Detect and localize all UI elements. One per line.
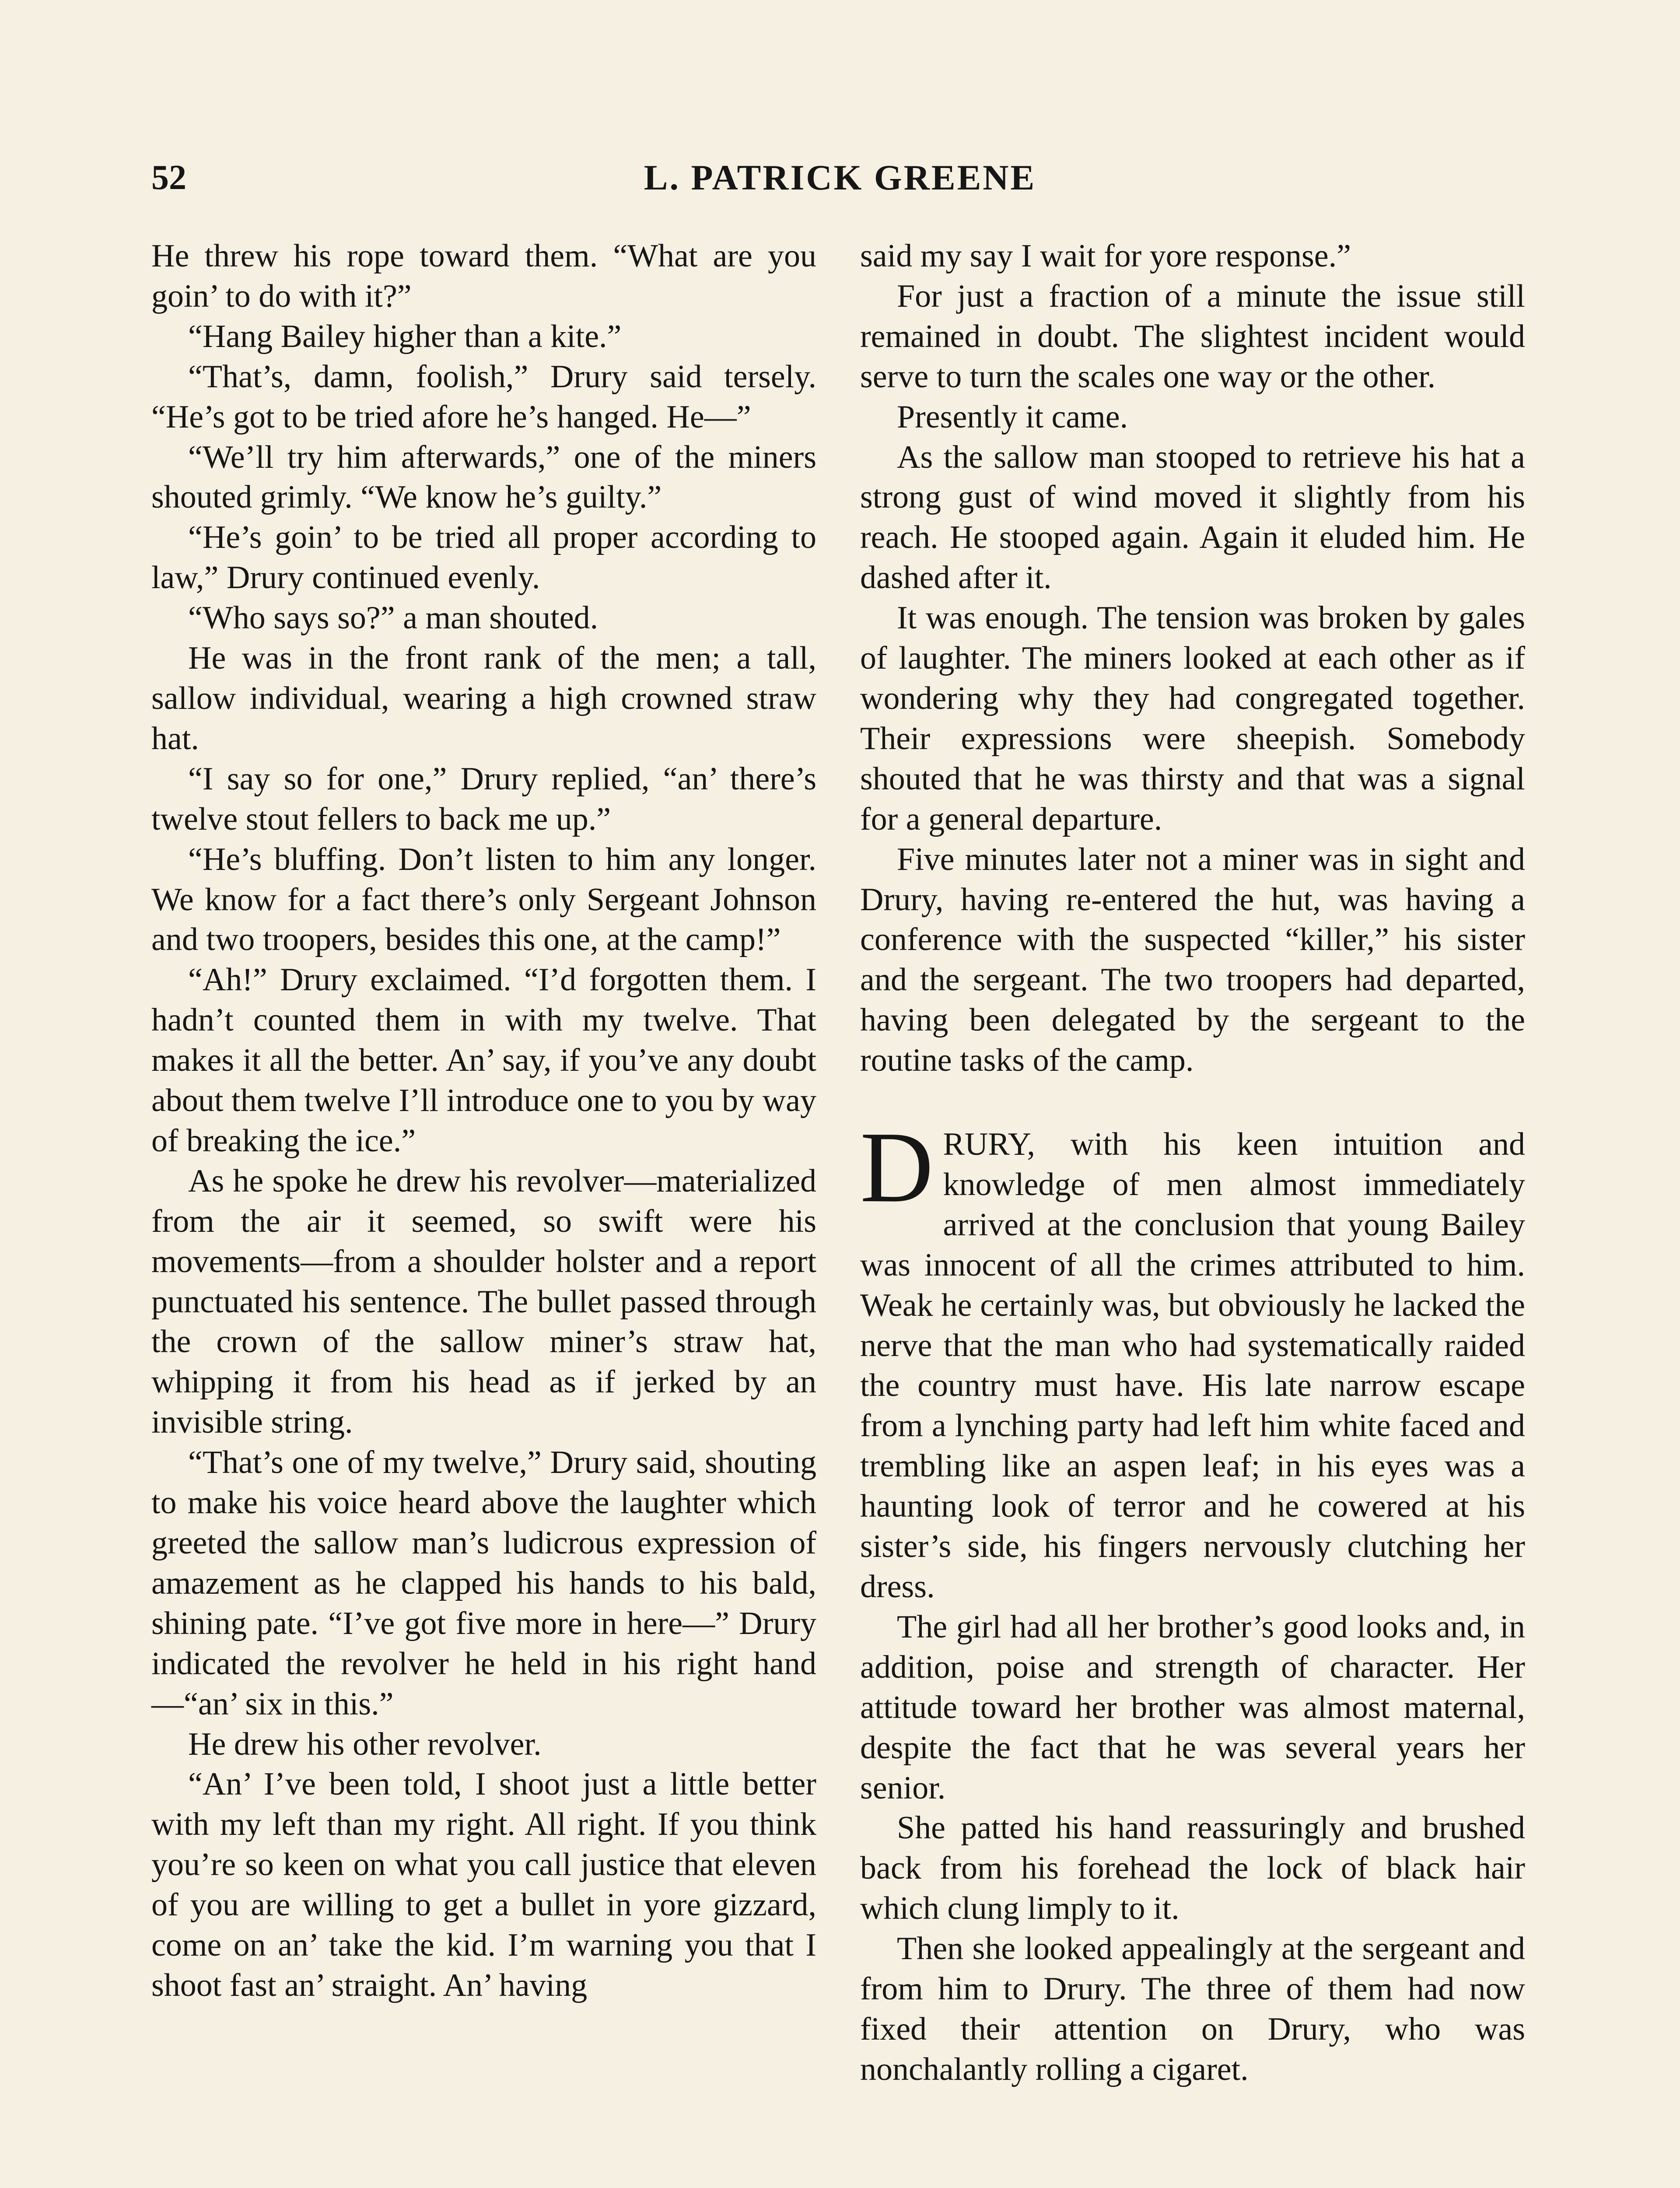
paragraph: As the sallow man stooped to retrieve his hat a strong gust of wind moved it slightly from his reach. He stooped again. Again it eluded him. He dashed after it.	[860, 439, 1525, 596]
paragraph-continuation: said my say I wait for yore response.”	[860, 238, 1351, 274]
dropcap-word-rest: RURY,	[943, 1126, 1036, 1163]
paragraph: “That’s, damn, foolish,” Drury said tersely. “He’s got to be tried afore he’s hanged. He—”	[151, 358, 816, 435]
left-column	[151, 236, 816, 2006]
paragraph: He drew his other revolver.	[188, 1726, 542, 1762]
paragraph: “An’ I’ve been told, I shoot just a little better with my left than my right. All right. If you think you’re so keen on what you call justice that eleven of you are willing to get a bullet in yore gizzard, come on an’ take the kid. I’m warning you that I shoot fast an’ straight. An’ having	[151, 1766, 816, 2003]
paragraph: For just a fraction of a minute the issue still remained in doubt. The slightest incident would serve to turn the scales one way or the other.	[860, 278, 1525, 395]
paragraph: Presently it came.	[897, 399, 1128, 435]
paragraph: “Ah!” Drury exclaimed. “I’d forgotten them. I hadn’t counted them in with my twelve. That makes it all the better. An’ say, if you’ve any doubt about them twelve I’ll introduce one to you by way of breaking the ice.”	[151, 962, 816, 1159]
paragraph: He was in the front rank of the men; a tall, sallow individual, wearing a high crowned straw hat.	[151, 640, 816, 757]
paragraph: Five minutes later not a miner was in sight and Drury, having re-entered the hut, was having a conference with the suspected “killer,” his sister and the sergeant. The two troopers had departed, having been delegated by the sergeant to the routine tasks of the camp.	[860, 841, 1525, 1079]
dropcap-paragraph-text: with his keen intuition and knowledge of men almost immediately arrived at the conclusion that young Bailey was innocent of all the crimes attributed to him. Weak he certainly was, but obviously he lacked the nerve that the man who had systematically raided the country must have. His late narrow escape from a lynching party had left him white faced and trembling like an aspen leaf; in his eyes was a haunting look of terror and he cowered at his sister’s side, his fingers nervously clutching her dress.	[860, 1126, 1525, 1605]
right-column	[860, 236, 1525, 2090]
paragraph: “Hang Bailey higher than a kite.”	[188, 318, 622, 354]
paragraph: As he spoke he drew his revolver—materialized from the air it seemed, so swift were his movements—from a shoulder holster and a report punctuated his sentence. The bullet passed through the crown of the sallow miner’s straw hat, whipping it from his head as if jerked by an invisible string.	[151, 1163, 816, 1441]
drop-cap-letter: D	[860, 1111, 934, 1224]
running-head-author: L. PATRICK GREENE	[644, 158, 1036, 197]
page-header	[151, 151, 1529, 204]
paragraph: “Who says so?” a man shouted.	[188, 600, 598, 636]
paragraph: “He’s goin’ to be tried all proper according to law,” Drury continued evenly.	[151, 519, 816, 596]
page-number: 52	[151, 158, 186, 197]
paragraph: It was enough. The tension was broken by gales of laughter. The miners looked at each other as if wondering why they had congregated together. Their expressions were sheepish. Somebody shouted that he was thirsty and that was a signal for a general departure.	[860, 600, 1525, 837]
paragraph: She patted his hand reassuringly and brushed back from his forehead the lock of black hair which clung limply to it.	[860, 1810, 1525, 1927]
paragraph: “We’ll try him afterwards,” one of the miners shouted grimly. “We know he’s guilty.”	[151, 439, 816, 515]
paragraph: He threw his rope toward them. “What are you goin’ to do with it?”	[151, 238, 816, 314]
paragraph: Then she looked appealingly at the sergeant and from him to Drury. The three of them had now fixed their attention on Drury, who was nonchalantly rolling a cigaret.	[860, 1931, 1525, 2087]
paragraph: “He’s bluffing. Don’t listen to him any longer. We know for a fact there’s only Sergeant Johnson and two troopers, besides this one, at the camp!”	[151, 841, 816, 958]
paragraph: “That’s one of my twelve,” Drury said, shouting to make his voice heard above the laughter which greeted the sallow man’s ludicrous expression of amazement as he clapped his hands to his bald, shining pate. “I’ve got five more in here—” Drury indicated the revolver he held in his right hand—“an’ six in this.”	[151, 1445, 816, 1722]
paragraph: “I say so for one,” Drury replied, “an’ there’s twelve stout fellers to back me up.”	[151, 761, 816, 837]
dropcap-paragraph	[860, 1111, 1525, 1607]
paragraph: The girl had all her brother’s good looks and, in addition, poise and strength of character. Her attitude toward her brother was almost maternal, despite the fact that he was several years her senior.	[860, 1609, 1525, 1806]
